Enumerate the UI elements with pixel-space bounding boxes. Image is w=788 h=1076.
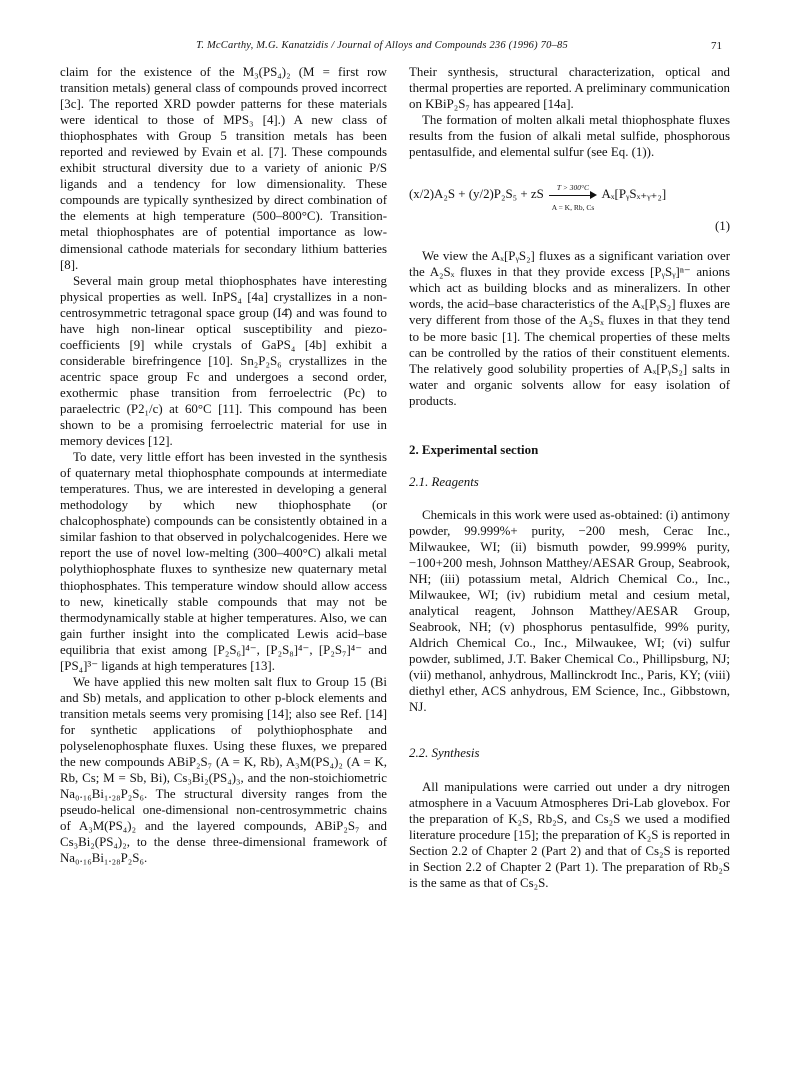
paragraph: Their synthesis, structural characterization, optical and thermal properties are reported. A preliminary communication on KBiP₂S₇ has appeared [14a].	[409, 65, 730, 112]
equation-reactants: (x/2)A₂S + (y/2)P₂S₅ + zS	[409, 187, 544, 202]
paragraph: Several main group metal thiophosphates have interesting physical properties as well. InPS₄ [4a] crystallizes in a non-centrosymmetric tetragonal space group (I4̄) and was found to have high non-linear optical susceptibility and piezo-coefficients [9] while crystals of GaPS₄ [4b] exhibit a considerable birefringence [10]. Sn₂P₂S₆ crystallizes in the acentric space group Fc and undergoes a second order, exothermic phase transition from ferroelectric (Pc) to paraelectric (P2₁/c) at 60°C [11]. This compound has been shown to be a promising ferroelectric material for use in memory devices [12].	[60, 273, 387, 449]
equation-product: Aₓ[PᵧSₓ₊ᵧ₊₂]	[601, 187, 667, 202]
paragraph: claim for the existence of the M₃(PS₄)₂ (M = first row transition metals) general class of compounds proved incorrect [3c]. The reported XRD powder patterns for these materials were identical to those of MPS₃ [4].) A new class of thiophosphates with Group 5 transition metals has been reported and reviewed by Evain et al. [7]. These compounds exhibit structural diversity due to a variety of anionic P/S ligands and a tendency for low dimensionality. These compounds are typically synthesized by direct combination of the elements at high temperature (500–800°C). Transition-metal thiophosphates are of potential importance as low-dimensional cathode materials for secondary lithium batteries [8].	[60, 65, 387, 272]
right-column	[409, 64, 730, 891]
left-column	[60, 64, 387, 866]
subsection-heading: 2.1. Reagents	[409, 474, 479, 489]
paragraph: We have applied this new molten salt flux to Group 15 (Bi and Sb) metals, and application to other p-block elements and transition metals seems very promising [14]; also see Ref. [14] for synthetic applications of polythiophosphate and polyselenophosphate fluxes. Using these fluxes, we prepared the new compounds ABiP₂S₇ (A = K, Rb), A₃M(PS₄)₂ (A = K, Rb, Cs; M = Sb, Bi), Cs₃Bi₂(PS₄)₃, and the non-stoichiometric Na₀.₁₆Bi₁.₂₈P₂S₆. The structural diversity ranges from the pseudo-helical one-dimensional non-centrosymmetric chains of A₃M(PS₄)₂ and the layered compounds, ABiP₂S₇ and Cs₃Bi₂(PS₄)₂, to the dense three-dimensional framework of Na₀.₁₆Bi₁.₂₈P₂S₆.	[60, 674, 387, 866]
equation-number: (1)	[714, 219, 730, 234]
paragraph: To date, very little effort has been invested in the synthesis of quaternary metal thiophosphate compounds at intermediate temperatures. Thus, we are interested in developing a general methodology by which new thiophosphate (or chalcophosphate) compounds can be consistently obtained in a similar fashion to that observed in polychalcogenides. Here we report the use of novel low-melting (300–400°C) alkali metal polythiophosphate fluxes to synthesize new quaternary metal thiophosphates. This temperature window should allow access to new, kinetically stable compounds that may not be thermodynamically stable at higher temperatures. Also, we can gain further insight into the complicated Lewis acid–base equilibria that exist among [P₂S₆]⁴⁻, [P₂S₈]⁴⁻, [P₂S₇]⁴⁻ and [PS₄]³⁻ ligands at high temperatures [13].	[60, 450, 387, 673]
paragraph: All manipulations were carried out under a dry nitrogen atmosphere in a Vacuum Atmospheres Dri-Lab glovebox. For the preparation of K₂S, Rb₂S, and Cs₂S we used a modified literature procedure [15]; the preparation of K₂S is reported in Section 2.2 of Chapter 2 (Part 2) and that of Cs₂S is reported in Section 2.2 of Chapter 2 (Part 1). The preparation of Rb₂S is the same as that of Cs₂S.	[409, 779, 730, 890]
paragraph: Chemicals in this work were used as-obtained: (i) antimony powder, 99.999%+ purity, −200 mesh, Cerac Inc., Milwaukee, WI; (ii) bismuth powder, 99.999% purity, −100+200 mesh, Johnson Matthey/AESAR Group, Seabrook, NH; (iii) potassium metal, Aldrich Chemical Co., Inc., Milwaukee, WI; (iv) rubidium metal and cesium metal, analytical reagent, Johnson Matthey/AESAR Group, Seabrook, NH; (v) phosphorus pentasulfide, 99% purity, Aldrich Chemical Co., Inc., Milwaukee, WI; (vi) sulfur powder, sublimed, J.T. Baker Chemical Co., Phillipsburg, NJ; (vii) methanol, anhydrous, Mallinckrodt Inc., Paris, KY; (viii) diethyl ether, ACS anhydrous, EM Science, Inc., Gibbstown, NJ.	[409, 507, 730, 715]
equation-body	[409, 183, 667, 213]
paragraph: The formation of molten alkali metal thiophosphate fluxes results from the fusion of alkali metal sulfide, phosphorous pentasulfide, and elemental sulfur (see Eq. (1)).	[409, 113, 730, 160]
section-heading: 2. Experimental section	[409, 442, 539, 457]
reaction-arrow-icon	[549, 183, 597, 213]
arrow-condition-temperature: T > 300°C	[556, 183, 590, 193]
subsection-heading: 2.2. Synthesis	[409, 746, 480, 761]
paragraph: We view the Aₓ[PᵧS₂] fluxes as a significant variation over the A₂Sₓ fluxes in that they provide excess [PᵧSᵧ]ⁿ⁻ anions which act as building blocks and as mineralizers. In other words, the acid–base characteristics of the Aₓ[PᵧS₂] fluxes are very different from those of the A₂Sₓ fluxes in that they tend to be more basic [1]. The chemical properties of these melts can be controlled by the ratios of their constituent elements. The relatively good solubility properties of Aₓ[PᵧS₂] salts in water and organic solvents allow for easy isolation of products.	[409, 249, 730, 408]
page-number: 71	[711, 40, 722, 52]
running-head: T. McCarthy, M.G. Kanatzidis / Journal of Alloys and Compounds 236 (1996) 70–85	[196, 40, 568, 51]
arrow-condition-cations: A = K, Rb, Cs	[551, 203, 595, 213]
equation-1	[409, 180, 730, 234]
